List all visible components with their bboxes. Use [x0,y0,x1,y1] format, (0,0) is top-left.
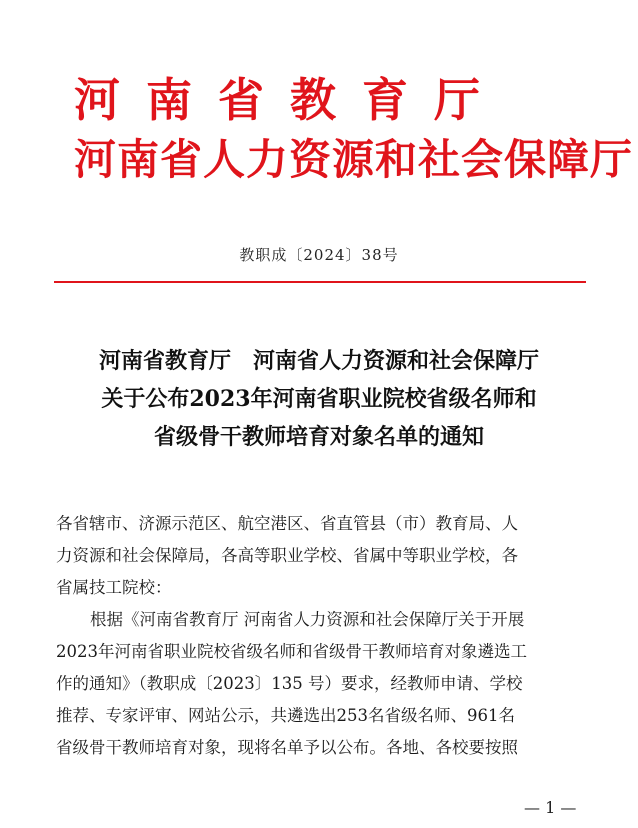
body-line: 作的通知》（教职成〔2023〕135 号）要求，经教师申请、学校 [56,674,523,693]
body-line: 2023年河南省职业院校省级名师和省级骨干教师培育对象遴选工 [56,642,527,661]
red-divider-line [54,281,586,283]
document-number: 教职成〔2024〕38号 [239,246,399,264]
body-line: 省级骨干教师培育对象，现将名单予以公布。各地、各校要按照 [56,738,518,757]
title-line-1: 河南省教育厅 河南省人力资源和社会保障厅 [98,348,539,374]
body-line: 各省辖市、济源示范区、航空港区、省直管县（市）教育局、人 [56,514,518,533]
body-line: 力资源和社会保障局，各高等职业学校、省属中等职业学校，各 [56,546,518,565]
body-line: 推荐、专家评审、网站公示，共遴选出253名省级名师、961名 [56,706,515,725]
document-title [0,342,638,456]
body-line: 根据《河南省教育厅 河南省人力资源和社会保障厅关于开展 [90,610,525,629]
title-line-3: 省级骨干教师培育对象名单的通知 [153,424,484,450]
header-hr-social-security-dept: 河南省人力资源和社会保障厅 [74,135,634,184]
title-line-2: 关于公布2023年河南省职业院校省级名师和 [101,386,537,412]
issuing-authority-header [74,72,634,188]
body-text [56,508,592,764]
header-education-dept: 河南省教育厅 [74,73,506,127]
page-number: — 1 — [524,798,577,817]
body-line: 省属技工院校： [56,578,172,597]
